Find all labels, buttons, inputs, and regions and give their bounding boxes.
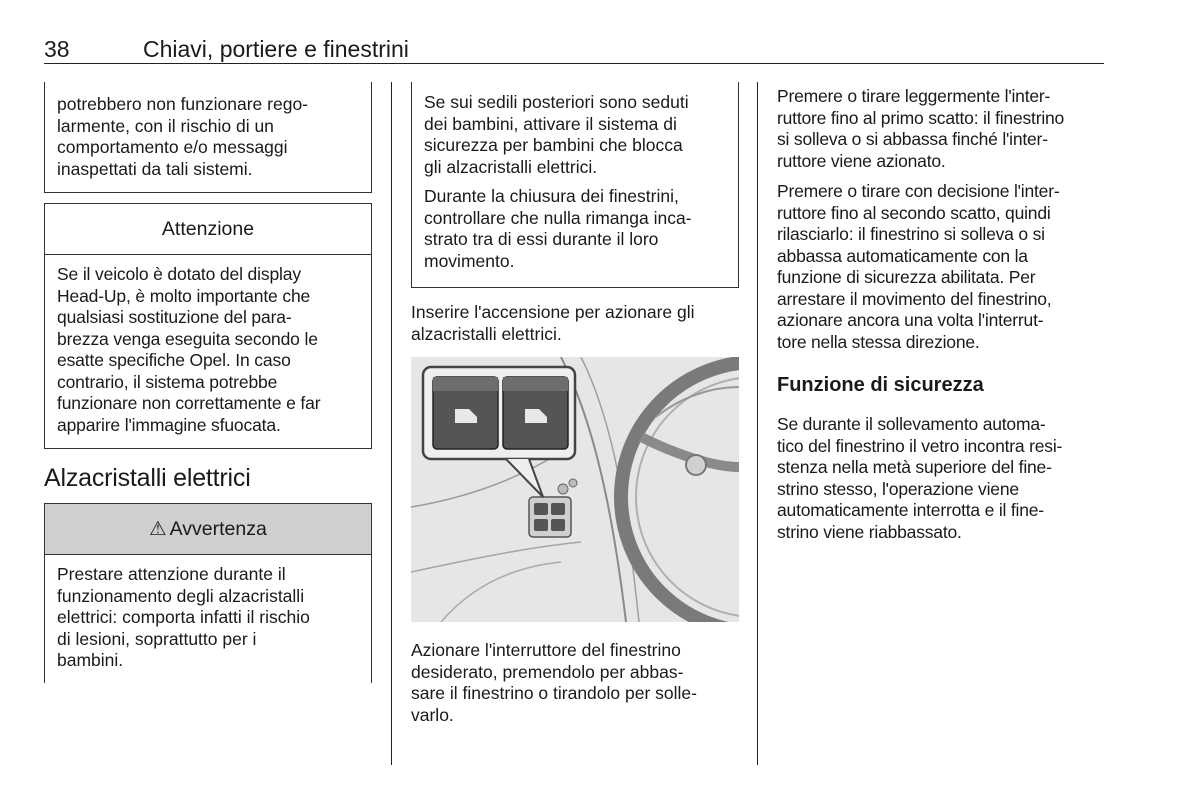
column-rule-2: [757, 82, 758, 765]
window-switch-figure: [411, 357, 739, 622]
operate-switch-text: Azionare l'interruttore del finestrino desiderato, premendolo per abbas- sare il finestrino o tirandolo per solle- varlo.: [411, 640, 697, 725]
safety-function-text: Se durante il sollevamento automa- tico del finestrino il vetro incontra resi- stenza nella metà superiore del fine- strino stesso, l'operazione viene automaticamente interrotta e il fine- strino viene riabbassato.: [777, 414, 1063, 542]
column-rule-1: [391, 82, 392, 765]
closing-caution-text: Durante la chiusura dei finestrini, controllare che nulla rimanga inca- strato tra di essi durante il loro movimento.: [424, 186, 692, 271]
child-safety-text: Se sui sedili posteriori sono seduti dei bambini, attivare il sistema di sicurezza per bambini che blocca gli alzacristalli elettrici.: [424, 92, 689, 177]
continuation-text: potrebbero non funzionare rego- larmente, con il rischio di un comportamento e/o messaggi inaspettati da tali sistemi.: [57, 94, 309, 179]
second-click-text: Premere o tirare con decisione l'inter- ruttore fino al secondo scatto, quindi rilasciarlo: il finestrino si solleva o si abbassa automaticamente con la funzione di sicurezza abilitata. Per arrestare il movimento del finestrino, azionare ancora una volta l'interrut- tore nella stessa direzione.: [777, 181, 1060, 352]
page-header: [44, 36, 1104, 66]
continuation-box: [44, 82, 372, 193]
chapter-title: Chiavi, portiere e finestrini: [143, 36, 409, 62]
page-number: 38: [44, 36, 70, 62]
warning-icon: ⚠: [149, 518, 167, 540]
ignition-text: Inserire l'accensione per azionare gli alzacristalli elettrici.: [411, 302, 695, 344]
attenzione-text: Se il veicolo è dotato del display Head-Up, è molto importante che qualsiasi sostituzione del para- brezza venga eseguita secondo le esatte specifiche Opel. In caso contrario, il sistema potrebbe funzionare non correttamente e far apparire l'immagine sfuocata.: [57, 264, 321, 435]
avvertenza-header: [45, 504, 371, 555]
first-click-text: Premere o tirare leggermente l'inter- ruttore fino al primo scatto: il finestrino si solleva o si abbassa finché l'inter- ruttore viene azionato.: [777, 86, 1065, 171]
avvertenza-title: Avvertenza: [169, 518, 267, 540]
section-title: Alzacristalli elettrici: [44, 464, 251, 492]
safety-function-title: Funzione di sicurezza: [777, 374, 984, 396]
avvertenza-box: [44, 503, 372, 683]
door-panel-illustration: [411, 357, 739, 622]
attenzione-box: [44, 203, 372, 449]
attenzione-title: Attenzione: [45, 204, 371, 255]
avvertenza-text: Prestare attenzione durante il funzionamento degli alzacristalli elettrici: comporta infatti il rischio di lesioni, soprattutto per i bambini.: [57, 564, 310, 670]
child-safety-box: [411, 82, 739, 288]
header-rule: [44, 63, 1104, 64]
